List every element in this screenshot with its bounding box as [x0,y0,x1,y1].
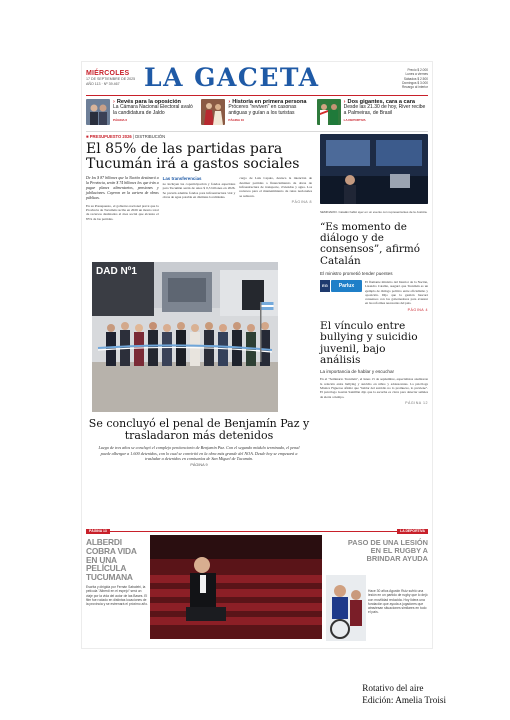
alberdi-headline: ALBERDI COBRA VIDA EN UNA PELÍCULA TUCUMANA [86,537,137,583]
lead-body: no incluyen las coparticipación y fondos especiales para Tucumán serán de unos $ 0,3 billones en 2026. Se prevén además fondos para infraestructura vial y obras de agua potable en distintas localidades. [162,182,236,200]
building-sign: DAD Nº1 [96,266,137,277]
price-line: Domingos $ 3.000 [402,80,428,85]
masthead [86,64,428,94]
promo-tag: LA DEPORTIVA [343,118,366,123]
page-reference: PÁGINA 12 [405,400,428,405]
weekday: MIÉRCOLES [86,70,130,77]
newspaper-logo: LA GACETA [144,63,320,92]
arrow-right-icon: › [228,99,231,105]
main-photo-prison-ribbon-cutting [92,262,278,412]
promo-tag: PÁGINA 10 [228,118,245,123]
lead-highlight: Las transferencias [162,176,202,182]
tag-separator: | [131,134,136,139]
promo-row [86,99,428,129]
page-reference: PÁGINA 4 [407,307,428,312]
band-label-right: LA DEPORTIVA [397,529,428,534]
alberdi-body: Escrita y dirigida por Fernán Sabalehi, la película "Alberdi en el espejo" será un viaje por la vida del autor de las Bases. El film fue rodado en distintas locaciones de la provincia y se estrenará el próximo año. [86,585,148,607]
promo-item[interactable] [317,99,428,129]
lead-body: cargo de Luis Caputo, destaca la intención de destinar partidas a financiamiento de obras de infraestructura de transporte, viviendas y agua. Los recursos para el mantenimiento de rutas nacionales se reducen. [239,176,313,198]
main-deck: Luego de tres años se concluyó el complejo penitenciario de Benjamín Paz. Con el segundo módulo terminado, el penal puede albergar a 1.600 detenidos, con lo cual se convirtió en la obra más grande del NOA. Desde hoy se empezará a trasladar a detenidos en comisarías de San Miguel de Tucumán. [98,445,300,462]
quote-headline[interactable]: “Es momento de diálogo y de consensos”, afirmó Catalán [320,221,420,267]
credit-line-program: Rotativo del aire [362,683,424,693]
credits [362,683,446,706]
arrow-right-icon: › [113,99,115,105]
newspaper-front-page [82,62,432,648]
rugby-body: Hace 30 años Agustín Ruiz sufrió una lesión en un partido de rugby que lo dejó con movilidad reducida. Hoy lidera una fundación que ayuda a jugadores que atraviesan situaciones similares en todo el país. [368,589,428,615]
main-story[interactable] [86,418,312,467]
lead-story[interactable] [86,134,312,221]
promo-photo-football [317,99,341,125]
sponsor-logo-eg: EG [320,280,330,292]
promo-rule [86,131,428,132]
page-reference: PÁGINA 8 [291,200,313,205]
masthead-rule [86,95,428,96]
price-block [382,68,428,90]
promo-sub: Próceres "reviven" en casonas antiguas y guían a los turistas [228,104,297,116]
promo-title: Historia en primera persona [232,99,307,105]
sponsor-logo-parlux: Parlux [331,280,362,292]
promo-sub: La Cámara Nacional Electoral avaló la candidatura de Jaldo [113,104,193,116]
photo-caption: SEMINARIO. Catalán habló ayer en un evento con representantes de la Justicia. [320,210,428,214]
rugby-headline: PASO DE UNA LESIÓN EN EL RUGBY A BRINDAR AYUDA [347,538,428,563]
right-column [320,134,428,405]
page-reference: PÁGINA 9 [190,462,208,467]
lead-summary: De los $ 87 billones que la Nación destinará a la Provincia, serán $ 74 billones los que irán a pagar planes alimentarios, pensiones y jubilaciones. Cayeron en la cartera de obras públicas. [86,176,159,200]
edition-line: AÑO 113 · Nº 39.467 [86,81,120,86]
bottom-band [86,529,428,647]
quote-subhead: El ministro prometió tender puentes [320,270,393,276]
promo-title: Dos gigantes, cara a cara [347,99,416,105]
promo-item[interactable] [201,99,312,129]
quote-body [320,280,428,306]
alberdi-story[interactable] [86,538,148,606]
bullying-subhead: La importancia de hablar y escuchar [320,369,395,375]
section-tag: PRESUPUESTO 2026 [89,134,132,139]
lead-column [163,176,236,221]
credit-line-editor: Edición: Amelia Troisi [362,694,446,705]
price-line: Precio $ 2.000 [407,68,428,72]
promo-title: Revés para la oposición [116,99,181,105]
date-block [86,70,140,86]
promo-sub: Desde las 21.30 de hoy, River recibe a Palmeiras, de Brasil [343,104,426,116]
rugby-photo [326,575,366,641]
price-line: Recargo al interior [401,85,428,90]
main-headline: Se concluyó el penal de Benjamín Paz y trasladaron más detenidos [88,417,310,443]
section-subtag: DISTRIBUCIÓN [135,134,166,139]
price-line: Sábados $ 2.500 [403,76,428,81]
rugby-story[interactable] [326,535,428,643]
lead-column [86,176,159,221]
theater-photo [150,535,322,639]
lead-headline: El 85% de las partidas para Tucumán irá a gastos sociales [86,141,300,172]
arrow-right-icon: › [343,99,346,105]
sponsor-logos [320,280,362,292]
bullying-text: En el "Seminario Tucumán", el lunes 15 de septiembre, especialistas analizaron la relación entre bullying y suicidio en niños y adolescentes. La psicóloga Mónica Figueroa afirmó que "hablar del suicidio no lo promueve, lo previene". El psicólogo Gastón Santillán dijo que la escucha es clave para detectar señales de alerta a tiempo. [320,377,428,399]
lead-column [239,176,312,221]
promo-photo-politicians [86,99,110,125]
date-line: 17 DE SEPTIEMBRE DE 2025 [86,77,136,81]
band-divider [110,531,397,532]
quote-text: El flamante ministro del Interior de la Nación, Lisandro Catalán, aseguró que Tucumán es un ejemplo de diálogo político entre oficialismo y oposición. Dijo que la gestión buscará consensos con los gobernadores para avanzar en las reformas necesarias del país. [365,279,428,306]
price-line: Lunes a viernes [405,72,428,77]
bullying-headline[interactable]: El vínculo entre bullying y suicidio juvenil, bajo análisis [320,319,418,366]
lead-body: En su Presupuesto, el gobierno nacional prevé que la Provincia de Tucumán reciba en 2026 un monto total de recursos destinados al área social que alcanza el 85% de las partidas. [86,203,159,221]
bullet-icon: ■ [86,134,90,139]
promo-item[interactable] [86,99,197,129]
promo-photo-reenactors [201,99,225,125]
band-label-left: PÁGINA 13 [86,529,110,534]
conference-photo [320,134,428,204]
lead-columns [86,176,312,221]
promo-tag: PÁGINA 6 [113,118,128,123]
